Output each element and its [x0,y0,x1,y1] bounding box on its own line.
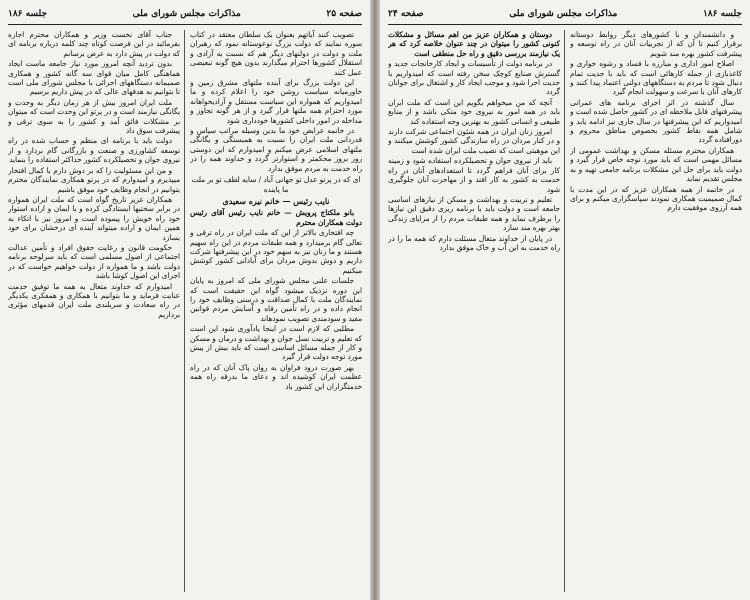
journal-title: مذاکرات مجلس شورای ملی [509,9,618,19]
paragraph: ملت ایران امروز بیش از هر زمان دیگر به وحدت و یگانگی نیازمند است و در پرتو این وحدت است که میتوان بر مشکلات فائق آمد و کشور را به سوی ترقی و پیشرفت سوق داد [8,97,180,136]
paragraph: جلسات علنی مجلس شورای ملی که امروز به پایان این دوره نزدیک میشود گواه این حقیقت است که نمایندگان ملت با کمال صداقت و درستی وظایف خود را انجام داده و در راه تأمین رفاه و آسایش مردم قوانین مفید و سودمندی تصویب نمودهاند [190,276,362,323]
book-gutter [370,0,380,600]
speaker-name: بانو ملکتاج پرویش — خانم نایب رئیس آقای رئیس دولت همکاران محترم [190,208,362,227]
paragraph: این دولت بزرگ برای آینده ملتهای مشرق زمین و خاورمیانه سیاست روشن خود را اعلام کرده و ما امیدواریم که همواره این سیاست مستقل و آزادیخواهانه مورد احترام همه ملتها قرار گیرد و از هر گونه تجاوز و مداخله در امور داخلی کشورها خودداری شود [190,78,362,125]
left-page [0,0,370,600]
paragraph: بدون تردید آنچه امروز مورد نیاز جامعه ماست ایجاد هماهنگی کامل میان قوای سه گانه کشور و همکاری صمیمانه دستگاههای اجرائی با مجلس شورای ملی است تا بتوانیم به هدفهای عالی که در پیش داریم برسیم [8,59,180,97]
paragraph: تصویب کنند آیاتهم بعنوان یک سلطان معتقد در کتاب سوره نمایند که دولت بزرگ نوعوستانه نمود که رهبران ملت و دولت در دولتهای دیگر هم که نسبت به آزادی و استقلال کشورها احترام میگذارند بدون هیچ گونه تبعیضی عمل کنند [190,30,362,77]
session-number: جلسه ۱۸۶ [8,9,48,19]
paragraph: و من این مسئولیت را که بر دوش دارم با کمال افتخار میپذیرم و امیدوارم که در پرتو همکاری نمایندگان محترم بتوانیم در انجام وظایف خود موفق باشیم [8,165,180,194]
header-rule [8,24,362,25]
paragraph: و دانشمندان و با کشورهای دیگر روابط دوستانه برقرار کنیم تا آن که از تجربیات آنان در راه توسعه و پیشرفت کشور بهره مند شویم [570,30,742,58]
paragraph: دولت باید با برنامه ای منظم و حساب شده در راه توسعه کشاورزی و صنعت و بازرگانی گام بردارد و از نیروی جوان و تحصیلکرده کشور حداکثر استفاده را بنماید [8,136,180,165]
column-divider [564,30,565,592]
paragraph: تعلیم و تربیت و بهداشت و مسکن از نیازهای اساسی جامعه است و دولت باید با برنامه ریزی دقیق این نیازها را برطرف نماید و همه طبقات مردم را از مزایای زندگی بهتر بهره مند سازد [388,194,560,233]
right-page-left-column [388,30,560,594]
paragraph: اصلاح امور اداری و مبارزه با فساد و رشوه خواری و کاغذبازی از جمله کارهائی است که باید با جدیت تمام دنبال شود تا مردم به دستگاههای دولتی اعتماد پیدا کنند و کارهای آنان با سرعت و سهولت انجام گیرد [570,59,742,97]
paragraph: چه افتخاری بالاتر از این که ملت ایران در راه ترقی و تعالی گام برمیدارد و همه طبقات مردم در این راه سهیم هستند و ما زنان نیز به سهم خود در این پیشرفتها شرکت داریم و دوش بدوش مردان برای آبادانی کشور کوشش میکنیم [190,228,362,275]
paragraph: باید از نیروی جوان و تحصیلکرده استفاده شود و زمینه کار برای آنان فراهم گردد تا استعدادهای آنان در راه خدمت به کشور به کار افتد و از مهاجرت آنان جلوگیری شود [388,156,560,194]
header-rule [388,24,742,25]
paragraph: در خاتمه از همه همکاران عزیز که در این مدت با کمال صمیمیت همکاری نمودند سپاسگزاری میکنم و برای همه آرزوی موفقیت دارم [570,184,742,213]
paragraph: امروز زنان ایران در همه شئون اجتماعی شرکت دارند و در کنار مردان در راه سازندگی کشور کوشش میکنند و این موهبتی است که نصیب ملت ایران شده است [388,127,560,155]
paragraph: همکاران محترم مسئله مسکن و بهداشت عمومی از مسائل مهمی است که باید مورد توجه خاص قرار گیرد و دولت باید برای حل این مشکلات برنامه جامعی تهیه و به مجلس تقدیم نماید [570,145,742,184]
left-page-header [8,6,362,22]
paragraph: امیدوارم که خداوند متعال به همه ما توفیق خدمت عنایت فرماید و ما بتوانیم با همکاری و همفکری یکدیگر در راه سعادت و سربلندی ملت ایران قدمهای مؤثری برداریم [8,281,180,319]
paragraph: حکومت قانون و رعایت حقوق افراد و تأمین عدالت اجتماعی از اصول مسلمی است که باید سرلوحه برنامه دولت باشد و ما همواره از دولت خواهیم خواست که در اجرای این اصول کوشا باشد [8,242,180,281]
paragraph: مطلبی که لازم است در اینجا یادآوری شود این است که تعلیم و تربیت نسل جوان و بهداشت و درمان و مسکن و کار از جمله مسائل اساسی است که باید بیش از پیش مورد توجه دولت قرار گیرد [190,324,362,362]
page-number: صفحه ۲۴ [388,9,424,19]
journal-title: مذاکرات مجلس شورای ملی [132,9,241,19]
paragraph: سال گذشته در اثر اجرای برنامه های عمرانی پیشرفتهای قابل ملاحظه ای در کشور حاصل شده است و امیدواریم که این پیشرفتها در سال جاری نیز ادامه یابد و شامل همه نقاط کشور بخصوص مناطق محروم و دورافتاده گردد [570,97,742,145]
page-number: صفحه ۲۵ [326,9,362,19]
paragraph: آنچه که من میخواهم بگویم این است که ملت ایران باید در همه امور به نیروی خود متکی باشد و از منابع طبیعی و انسانی کشور به بهترین وجه استفاده کند [388,97,560,126]
paragraph: دوستان و همکاران عزیز من اهم مسائل و مشکلات کنونی کشور را میتوان در چند عنوان خلاصه کرد که هر یک نیازمند بررسی دقیق و راه حل منطقی است [388,30,560,58]
poem-verse: ای که در پرتو عدل تو جهانی آباد / سایه لطف تو بر ملت ما پاینده [191,175,361,194]
session-number: جلسه ۱۸۶ [702,9,742,19]
paragraph: در خاتمه عرایض خود ما بدین وسیله مراتب سپاس و قدردانی ملت ایران را نسبت به همبستگی و یگانگی ملتهای اسلامی عرض میکنم و امیدوارم که این دوستی روز بروز محکمتر و استوارتر گردد و خداوند همه را در راه خدمت به مردم موفق بدارد [190,126,362,173]
left-page-left-column [8,30,180,594]
paragraph: در پایان از خداوند متعال مسئلت دارم که همه ما را در راه خدمت به این آب و خاک موفق بدارد [388,233,560,252]
column-divider [184,30,185,592]
right-page [380,0,750,600]
paragraph: همکاران عزیز تاریخ گواه است که ملت ایران همواره در برابر سختیها ایستادگی کرده و با ایمان و اراده استوار خود راه خویش را پیموده است و امروز نیز با اتکاء به همین ایمان و اراده میتواند آینده ای درخشان برای خود بسازد [8,194,180,242]
left-page-right-column [190,30,362,594]
paragraph: بهر صورت درود فراوان به روان پاک آنان که در راه عظمت ایران کوشیده اند و دعای ما بدرقه راه همه خدمتگزاران این کشور باد [190,362,362,391]
paragraph: در برنامه دولت از تأسیسات و ایجاد کارخانجات جدید و گسترش صنایع کوچک سخن رفته است که امیدواریم با جدیت اجرا شود و موجب ایجاد کار و اشتغال برای جوانان گردد [388,59,560,97]
right-page-header [388,6,742,22]
speaker-heading: نایب رئیس — خانم نیره سعیدی [222,195,330,206]
right-page-right-column [570,30,742,594]
paragraph: جناب آقای نخست وزیر و همکاران محترم اجازه بفرمائید در این فرصت کوتاه چند کلمه درباره برنامه ای که دولت در پیش دارد به عرض برسانم [8,30,180,58]
